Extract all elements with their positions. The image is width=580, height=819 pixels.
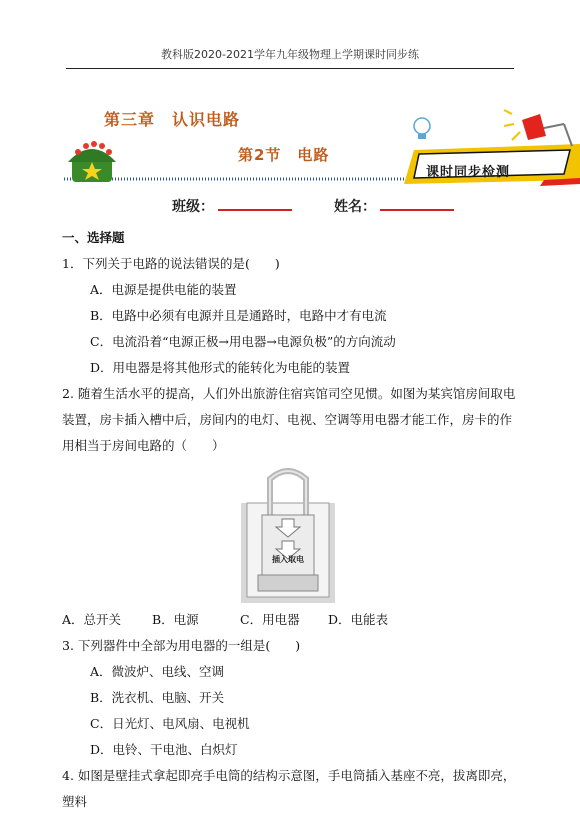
question-stem: 2. 随着生活水平的提高，人们外出旅游住宿宾馆司空见惯。如图为某宾馆房间取电装置，房卡插入槽中后，房间内的电灯、电视、空调等用电器才能工作，房卡的作用相当于房间电路的（ ） — [62, 386, 516, 453]
question-3 — [62, 633, 518, 763]
section-heading: 一、选择题 — [62, 230, 125, 245]
question-stem: 3. 下列器件中全部为用电器的一组是( ) — [62, 638, 301, 653]
name-field — [334, 196, 454, 216]
option-a: A．电源是提供电能的装置 — [90, 282, 237, 297]
option-a: A．微波炉、电线、空调 — [90, 664, 225, 679]
option-d: D．用电器是将其他形式的能转化为电能的装置 — [90, 360, 351, 375]
chapter-title: 第三章 认识电路 — [104, 110, 241, 129]
name-label: 姓名： — [334, 199, 376, 215]
class-field — [172, 196, 292, 216]
house-icon — [68, 141, 116, 182]
class-blank[interactable] — [218, 199, 292, 211]
option-b: B．洗衣机、电脑、开关 — [90, 690, 225, 705]
question-list — [62, 225, 518, 815]
room-card-figure — [62, 459, 518, 607]
option-a: A．总开关 — [62, 612, 122, 627]
question-2 — [62, 381, 518, 633]
bulb-icon — [414, 118, 430, 139]
option-c: C．电流沿着“电源正极→用电器→电源负极”的方向流动 — [90, 334, 396, 349]
option-d: D．电铃、干电池、白炽灯 — [90, 742, 238, 757]
lamp-icon — [504, 110, 572, 146]
running-head: 教科版2020-2021学年九年级物理上学期课时同步练 — [66, 46, 514, 69]
option-d: D．电能表 — [328, 612, 389, 627]
section-title: 第2节 电路 — [238, 146, 330, 164]
option-c: C．用电器 — [240, 612, 300, 627]
question-stem: 4. 如图是壁挂式拿起即亮手电筒的结构示意图，手电筒插入基座不亮，拔离即亮，塑料 — [62, 768, 516, 809]
figure-label: 插入取电 — [272, 555, 304, 564]
class-label: 班级： — [172, 199, 214, 215]
option-c: C．日光灯、电风扇、电视机 — [90, 716, 250, 731]
badge-label: 课时同步检测 — [426, 165, 511, 180]
question-4 — [62, 763, 518, 815]
name-blank[interactable] — [380, 199, 454, 211]
question-1 — [62, 251, 518, 381]
option-b: B．电源 — [152, 612, 199, 627]
question-stem: 1．下列关于电路的说法错误的是( ) — [62, 256, 280, 271]
option-b: B．电路中必须有电源并且是通路时，电路中才有电流 — [90, 308, 387, 323]
inline-options — [62, 607, 518, 633]
